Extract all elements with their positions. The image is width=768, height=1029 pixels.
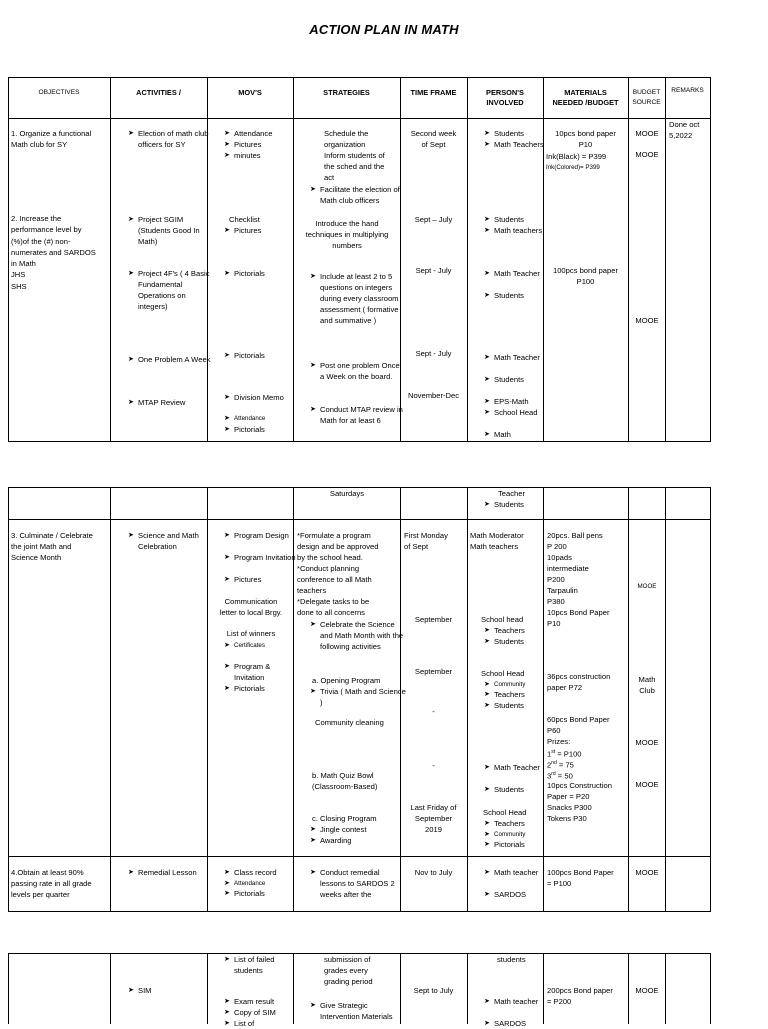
table-2-col-border <box>293 487 294 912</box>
person-school-head: School head <box>481 615 524 624</box>
budget-source-mooe-4: MOOE <box>635 868 659 877</box>
table-1-col-border <box>710 77 711 442</box>
mov-pictorials: ➤ Pictorials <box>224 683 302 694</box>
table-1-col-border <box>467 77 468 442</box>
strategy-remedial-lessons: ➤ Conduct remedial lessons to SARDOS 2 weeks after the <box>310 867 406 900</box>
material-construction-snacks-tokens: 10pcs Construction Paper = P20 Snacks P300 Tokens P30 <box>547 781 613 823</box>
budget-source-mooe-2: MOOE <box>635 738 659 747</box>
mov-exam-result: ➤ Exam result <box>224 996 302 1007</box>
person-school-head: ➤ School Head <box>484 407 552 418</box>
table-1-col-border <box>665 77 666 442</box>
mov-pictures-2: ➤ Pictures <box>224 225 302 236</box>
mov-program-design: ➤ Program Design <box>224 530 302 541</box>
header-budget-source: BUDGET SOURCE <box>632 89 661 106</box>
table-3-col-border <box>8 953 9 1024</box>
mov-communication-letter: Communication letter to local Brgy. <box>219 597 283 617</box>
remark-done: Done oct 5,2022 <box>669 120 700 140</box>
person-eps-math: ➤ EPS-Math <box>484 396 552 407</box>
mov-copy-of-sim: ➤ Copy of SIM <box>224 1007 302 1018</box>
person-math: ➤ Math <box>484 429 552 440</box>
activity-remedial-lesson: ➤ Remedial Lesson <box>128 867 214 878</box>
time-frame-sept-to-july: Sept to July <box>413 986 454 995</box>
budget-source-mooe: MOOE <box>635 986 659 995</box>
material-bond-paper: 10pcs bond paper P10 <box>555 129 616 149</box>
material-100pcs-bond: 100pcs bond paper P100 <box>552 266 619 286</box>
table-1-col-border <box>8 77 9 442</box>
header-persons-involved: PERSON'S INVOLVED <box>486 88 524 107</box>
budget-source-3: MOOE <box>635 316 659 325</box>
person-math-teacher-4: ➤ Math Teacher <box>484 352 552 363</box>
table-2-bottom-border <box>8 911 711 912</box>
person-math-teachers: ➤ Math Teachers <box>484 139 552 150</box>
strategy-community-cleaning: Community cleaning <box>315 718 384 727</box>
material-ink-black: Ink(Black) = P399 <box>546 152 607 161</box>
table-1-header-divider <box>8 118 711 119</box>
person-teachers-2: ➤ Teachers <box>484 689 552 700</box>
mov-pictorials-3: ➤ Pictorials <box>224 424 302 435</box>
mov-pictorials-2: ➤ Pictorials <box>224 350 302 361</box>
budget-source-2: MOOE <box>635 150 659 159</box>
mov-program-invitation: ➤ Program Invitation <box>224 552 302 563</box>
person-students-2: ➤ Students <box>484 214 552 225</box>
time-frame-3: Sept - July <box>415 266 452 275</box>
strategy-saturdays: Saturdays <box>329 489 365 498</box>
header-remarks: REMARKS <box>671 87 704 94</box>
person-students-3: ➤ Students <box>484 784 552 795</box>
material-prize-2: 2nd = 75 <box>547 760 574 770</box>
activity-mtap-review: ➤ MTAP Review <box>128 397 214 408</box>
material-prize-3: 3rd = 50 <box>547 771 573 781</box>
budget-source-mooe-3: MOOE <box>635 780 659 789</box>
objective-1: 1. Organize a functional Math club for SY <box>11 129 92 149</box>
strategy-give-sim: ➤ Give Strategic Intervention Materials <box>310 1000 406 1022</box>
person-teachers-4: ➤ Teachers <box>484 818 552 829</box>
page-title: ACTION PLAN IN MATH <box>309 22 459 37</box>
person-sardos: ➤ SARDOS <box>484 1018 552 1029</box>
person-math-teacher-3: ➤ Math Teacher <box>484 762 552 773</box>
strategy-facilitate: ➤ Facilitate the election of Math club officers <box>310 184 406 206</box>
strategy-closing-program: c. Closing Program <box>312 814 377 823</box>
time-frame-2: Sept – July <box>414 215 453 224</box>
header-movs: MOV'S <box>238 88 262 97</box>
table-1-top-border <box>8 77 711 78</box>
mov-list-of-winners: List of winners <box>226 629 276 638</box>
table-3-col-border <box>467 953 468 1024</box>
material-100pcs-bond-paper: 100pcs Bond Paper = P100 <box>547 868 614 888</box>
material-ball-pens: 20pcs. Ball pens P 200 10pads intermediate P200 Tarpaulin P380 10pcs Bond Paper P10 <box>547 531 610 628</box>
time-frame-dash: - <box>432 707 435 716</box>
table-3-col-border <box>665 953 666 1024</box>
person-students-3: ➤ Students <box>484 290 552 301</box>
strategy-formulate: *Formulate a program design and be approved by the school head. *Conduct planning conference to all Math teachers *Delegate tasks to be done to all concerns <box>297 531 379 617</box>
strategy-math-quiz-bowl: b. Math Quiz Bowl (Classroom-Based) <box>312 771 378 791</box>
person-students: ➤ Students <box>484 128 552 139</box>
person-students-2: ➤ Students <box>484 700 552 711</box>
mov-division-memo: ➤ Division Memo <box>224 392 302 403</box>
activity-science-math: ➤ Science and Math Celebration <box>128 530 214 552</box>
table-2-row-divider <box>8 856 711 857</box>
header-strategies: STRATEGIES <box>323 88 370 97</box>
header-objectives: OBJECTIVES <box>38 89 80 96</box>
table-2-col-border <box>665 487 666 912</box>
objective-2: 2. Increase the performance level by (%)of the (#) non- numerates and SARDOS in Math JHS SHS <box>11 214 96 291</box>
activity-election: ➤ Election of math club officers for SY <box>128 128 214 150</box>
mov-list-of-failed-students: ➤ List of failed students <box>224 954 302 976</box>
time-frame-4: Sept - July <box>415 349 452 358</box>
person-community-4: ➤ Community <box>484 829 552 840</box>
strategy-mtap: ➤ Conduct MTAP review in Math for at least 6 <box>310 404 406 426</box>
table-1-bottom-border <box>8 441 711 442</box>
time-frame-nov-to-july: Nov to July <box>414 868 453 877</box>
table-2-col-border <box>110 487 111 912</box>
strategy-submission-of-grades: submission of grades every grading period <box>324 955 373 986</box>
table-1-col-border <box>400 77 401 442</box>
time-frame-last-friday: Last Friday of September 2019 <box>410 803 457 834</box>
mov-pictures: ➤ Pictures <box>224 574 302 585</box>
mov-pictorials-2: ➤ Pictorials <box>224 888 302 899</box>
header-time-frame: TIME FRAME <box>410 88 457 97</box>
header-activities: ACTIVITIES / <box>136 88 181 97</box>
mov-attendance-2: ➤ Attendance <box>224 413 302 424</box>
mov-attendance: ➤ Attendance <box>224 128 302 139</box>
time-frame-1: Second week of Sept <box>410 129 457 149</box>
time-frame-september-2: September <box>414 667 453 676</box>
budget-source-math-club: Math Club <box>638 675 656 695</box>
table-3-col-border <box>710 953 711 1024</box>
mov-program-and-invitation: ➤ Program & Invitation <box>224 661 302 683</box>
person-math-teacher-3: ➤ Math Teacher <box>484 268 552 279</box>
person-sardos: ➤ SARDOS <box>484 889 552 900</box>
table-1-col-border <box>110 77 111 442</box>
mov-pictorials: ➤ Pictorials <box>224 268 302 279</box>
material-construction-paper: 36pcs construction paper P72 <box>547 672 611 692</box>
strategy-celebrate: ➤ Celebrate the Science and Math Month with the following activities <box>310 619 406 652</box>
table-2-col-border <box>628 487 629 912</box>
objective-4: 4.Obtain at least 90% passing rate in all grade levels per quarter <box>11 868 92 899</box>
activity-sim: ➤ SIM <box>128 985 214 996</box>
activity-one-problem: ➤ One Problem A Week <box>128 354 214 365</box>
table-2-col-border <box>710 487 711 912</box>
time-frame-dash-2: - <box>432 761 435 770</box>
mov-minutes: ➤ minutes <box>224 150 302 161</box>
person-community: ➤ Community <box>484 679 552 690</box>
person-school-head-4: School Head <box>483 808 527 817</box>
strategy-jingle-contest: ➤ Jingle contest <box>310 824 406 835</box>
budget-source-1: MOOE <box>635 129 659 138</box>
table-3-col-border <box>110 953 111 1024</box>
mov-attendance: ➤ Attendance <box>224 878 302 889</box>
material-200pcs-bond-paper: 200pcs Bond paper = P200 <box>547 986 613 1006</box>
activity-project-sgim: ➤ Project SGIM (Students Good In Math) <box>128 214 214 247</box>
material-bond-paper-prizes: 60pcs Bond Paper P60 Prizes: <box>547 715 610 746</box>
person-students-cont: ➤ Students <box>484 499 552 510</box>
mov-checklist: Checklist <box>229 215 260 224</box>
person-students-4: ➤ Students <box>484 374 552 385</box>
strategy-awarding: ➤ Awarding <box>310 835 406 846</box>
objective-3: 3. Culminate / Celebrate the joint Math and Science Month <box>11 531 93 562</box>
strategy-schedule: Schedule the organization Inform students of the sched and the act <box>324 129 385 182</box>
time-frame-september: September <box>414 615 453 624</box>
person-pictorials-4: ➤ Pictorials <box>484 839 552 850</box>
budget-source-mooe: MOOE <box>637 583 657 590</box>
person-math-teacher: ➤ Math teacher <box>484 996 552 1007</box>
strategy-hand-techniques: Introduce the hand techniques in multiplying numbers <box>305 219 389 250</box>
activity-project-4fs: ➤ Project 4F's ( 4 Basic Fundamental Operations on integers) <box>128 268 214 312</box>
mov-class-record: ➤ Class record <box>224 867 302 878</box>
table-2-col-border <box>467 487 468 912</box>
mov-list-of: ➤ List of <box>224 1018 302 1029</box>
person-math-teachers-2: ➤ Math teachers <box>484 225 552 236</box>
mov-certificates: ➤ Certificates <box>224 640 302 651</box>
table-2-row-divider <box>8 519 711 520</box>
time-frame-first-monday: First Monday of Sept <box>404 531 448 551</box>
material-prize-1: 1st = P100 <box>547 749 582 759</box>
person-school-head-2: School Head <box>481 669 525 678</box>
table-2-col-border <box>8 487 9 912</box>
person-teacher-cont: Teacher <box>498 489 526 498</box>
mov-pictures: ➤ Pictures <box>224 139 302 150</box>
strategy-opening-program: a. Opening Program <box>312 676 381 685</box>
person-math-teacher-5: ➤ Math teacher <box>484 867 552 878</box>
strategy-trivia: ➤ Trivia ( Math and Science ) <box>310 686 406 708</box>
person-students: ➤ Students <box>484 636 552 647</box>
person-teachers: ➤ Teachers <box>484 625 552 636</box>
person-students: students <box>497 955 526 964</box>
person-math-moderator: Math Moderator Math teachers <box>470 531 524 551</box>
table-3-col-border <box>543 953 544 1024</box>
time-frame-5: November-Dec <box>407 391 460 400</box>
material-ink-colored: Ink(Colored)= P399 <box>546 164 600 171</box>
header-materials: MATERIALS NEEDED /BUDGET <box>552 88 619 107</box>
strategy-include-questions: ➤ Include at least 2 to 5 questions on integers during every classroom assessment ( formative and summative ) <box>310 271 406 326</box>
strategy-post-problem: ➤ Post one problem Once a Week on the board. <box>310 360 406 382</box>
